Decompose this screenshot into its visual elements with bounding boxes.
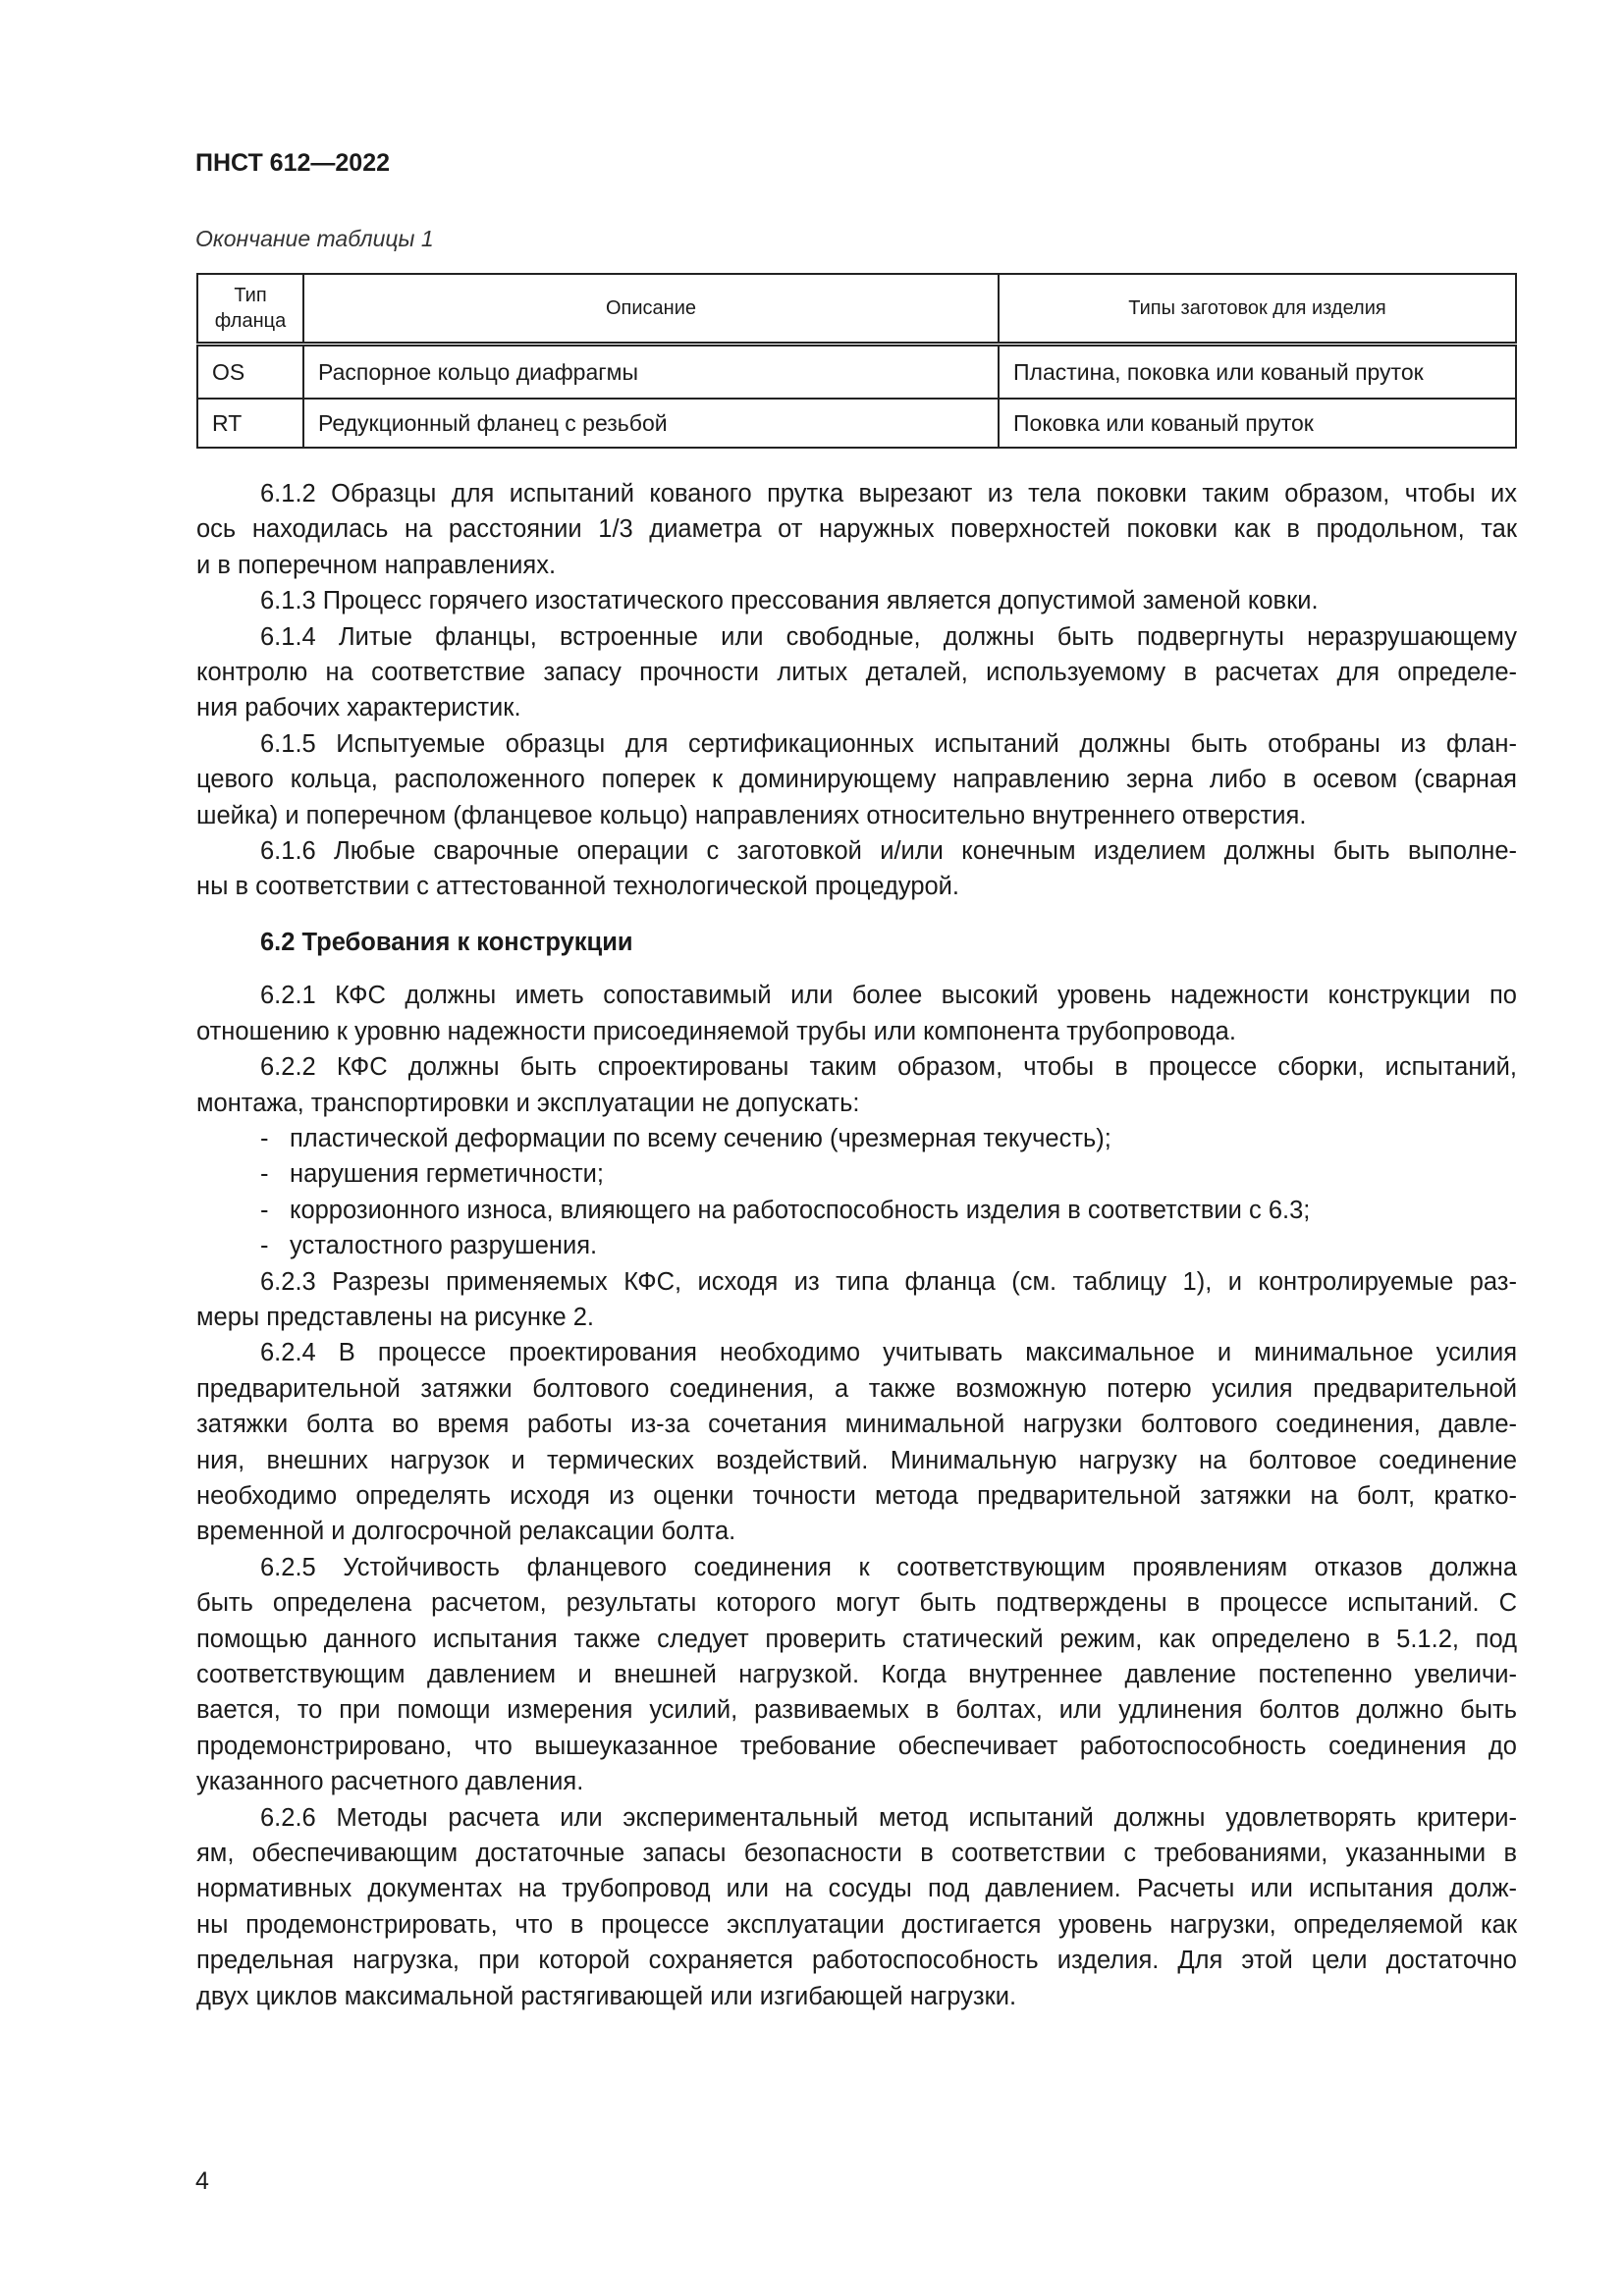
paragraph-626-line: ны продемонстрировать, что в процессе эксплуатации достигается уровень нагрузки, определяемой как	[196, 1910, 1517, 1939]
paragraph-624-line: предварительной затяжки болтового соединения, а также возможную потерю усилия предварительной	[196, 1374, 1517, 1403]
paragraph-624-line: необходимо определять исходя из оценки точности метода предварительной затяжки на болт, кратко-	[196, 1481, 1517, 1510]
list-item-text: коррозионного износа, влияющего на работоспособность изделия в соответствии с 6.3;	[290, 1196, 1311, 1224]
table-header-row	[197, 274, 1516, 345]
bullet-dash: -	[260, 1232, 269, 1260]
paragraph-622-line: монтажа, транспортировки и эксплуатации не допускать:	[196, 1089, 860, 1117]
paragraph-612-line: 6.1.2 Образцы для испытаний кованого прутка вырезают из тела поковки таким образом, чтобы их	[260, 480, 1517, 507]
paragraph-613-line: 6.1.3 Процесс горячего изостатического прессования является допустимой заменой ковки.	[260, 587, 1319, 615]
paragraph-624-line: затяжки болта во время работы из-за сочетания минимальной нагрузки болтового соединения, давле-	[196, 1411, 1517, 1439]
paragraph-623-line: 6.2.3 Разрезы применяемых КФС, исходя из типа фланца (см. таблицу 1), и контролируемые раз-	[260, 1267, 1517, 1296]
paragraph-622-line: 6.2.2 КФС должны быть спроектированы таким образом, чтобы в процессе сборки, испытаний,	[260, 1053, 1517, 1082]
bullet-dash: -	[260, 1124, 269, 1152]
list-item	[196, 1121, 1517, 1156]
cell-description: Редукционный фланец с резьбой	[303, 399, 999, 448]
table-caption: Окончание таблицы 1	[195, 226, 434, 251]
paragraph-612-line: и в поперечном направлениях.	[196, 551, 557, 579]
paragraph-623-line: меры представлены на рисунке 2.	[196, 1303, 594, 1331]
paragraph-625-line: быть определена расчетом, результаты которого могут быть подтверждены в процессе испытаний. С	[196, 1589, 1517, 1618]
document-id: ПНСТ 612—2022	[195, 149, 390, 177]
list-item-text: пластической деформации по всему сечению (чрезмерная текучесть);	[290, 1124, 1111, 1152]
paragraph-625-line: соответствующим давлением и внешней нагрузкой. Когда внутреннее давление постепенно увеличи-	[196, 1661, 1517, 1688]
paragraph-614-line: ния рабочих характеристик.	[196, 694, 521, 722]
paragraph-616-line: 6.1.6 Любые сварочные операции с заготовкой и/или конечным изделием должны быть выполне-	[260, 837, 1517, 866]
cell-flange-type: OS	[197, 345, 303, 400]
table-row	[197, 399, 1516, 448]
flange-types-table	[196, 273, 1517, 449]
paragraph-615-line: 6.1.5 Испытуемые образцы для сертификационных испытаний должны быть отобраны из флан-	[260, 729, 1517, 758]
paragraph-624-line: 6.2.4 В процессе проектирования необходимо учитывать максимальное и минимальное усилия	[260, 1339, 1517, 1367]
bullet-dash: -	[260, 1160, 269, 1189]
section-heading: 6.2 Требования к конструкции	[260, 928, 633, 956]
cell-blank-types: Поковка или кованый пруток	[999, 399, 1516, 448]
paragraph-626-line: предельная нагрузка, при которой сохраняется работоспособность изделия. Для этой цели достаточно	[196, 1947, 1517, 1975]
cell-flange-type: RT	[197, 399, 303, 448]
paragraph-626-line: двух циклов максимальной растягивающей или изгибающей нагрузки.	[196, 1982, 1017, 2010]
paragraph-624-line: временной и долгосрочной релаксации болта.	[196, 1518, 736, 1546]
paragraph-624-line: ния, внешних нагрузок и термических воздействий. Минимальную нагрузку на болтовое соединение	[196, 1446, 1517, 1474]
paragraph-625-line: 6.2.5 Устойчивость фланцевого соединения к соответствующим проявлениям отказов должна	[260, 1553, 1517, 1581]
cell-blank-types: Пластина, поковка или кованый пруток	[999, 345, 1516, 400]
paragraph-612-line: ось находилась на расстоянии 1/3 диаметра от наружных поверхностей поковки как в продольном, так	[196, 515, 1517, 544]
bullet-dash: -	[260, 1196, 269, 1224]
column-header-blank-types: Типы заготовок для изделия	[999, 274, 1516, 345]
paragraph-616-line: ны в соответствии с аттестованной технологической процедурой.	[196, 873, 960, 901]
list-item	[196, 1228, 1517, 1263]
list-item	[196, 1193, 1517, 1228]
list-item-text: нарушения герметичности;	[290, 1160, 604, 1189]
paragraph-626-line: ям, обеспечивающим достаточные запасы безопасности в соответствии с требованиями, указанными в	[196, 1840, 1517, 1868]
document-body	[196, 476, 1517, 2014]
paragraph-625-line: указанного расчетного давления.	[196, 1768, 584, 1796]
paragraph-626-line: нормативных документах на трубопровод или на сосуды под давлением. Расчеты или испытания долж-	[196, 1875, 1517, 1903]
column-header-description: Описание	[303, 274, 999, 345]
column-header-flange-type: Тип фланца	[197, 274, 303, 345]
paragraph-615-line: цевого кольца, расположенного поперек к доминирующему направлению зерна либо в осевом (сварная	[196, 766, 1517, 794]
paragraph-625-line: помощью данного испытания также следует проверить статический режим, как определено в 5.1.2, под	[196, 1625, 1517, 1653]
cell-description: Распорное кольцо диафрагмы	[303, 345, 999, 400]
list-item-text: усталостного разрушения.	[290, 1232, 598, 1260]
paragraph-615-line: шейка) и поперечном (фланцевое кольцо) направлениях относительно внутреннего отверстия.	[196, 801, 1307, 829]
paragraph-621-line: 6.2.1 КФС должны иметь сопоставимый или более высокий уровень надежности конструкции по	[260, 982, 1517, 1010]
paragraph-614-line: 6.1.4 Литые фланцы, встроенные или свободные, должны быть подвергнуты неразрушающему	[260, 622, 1517, 651]
paragraph-621-line: отношению к уровню надежности присоединяемой трубы или компонента трубопровода.	[196, 1017, 1236, 1045]
paragraph-614-line: контролю на соответствие запасу прочности литых деталей, используемому в расчетах для определе-	[196, 659, 1517, 687]
table-row	[197, 345, 1516, 400]
paragraph-625-line: продемонстрировано, что вышеуказанное требование обеспечивает работоспособность соединения до	[196, 1732, 1517, 1760]
page-number: 4	[195, 2167, 209, 2195]
paragraph-625-line: вается, то при помощи измерения усилий, развиваемых в болтах, или удлинения болтов должно быть	[196, 1696, 1517, 1725]
list-item	[196, 1156, 1517, 1192]
paragraph-626-line: 6.2.6 Методы расчета или экспериментальный метод испытаний должны удовлетворять критери-	[260, 1803, 1517, 1832]
